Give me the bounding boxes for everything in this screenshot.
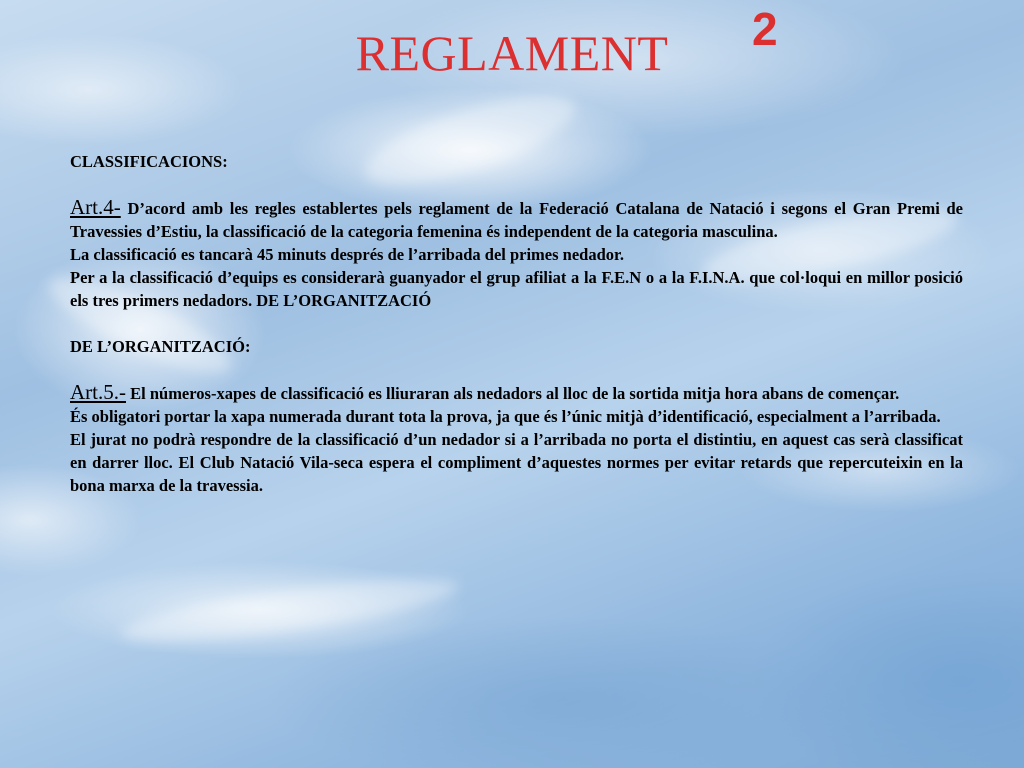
classificacio-closing-paragraph: La classificació es tancarà 45 minuts després de l’arribada del primes nedador.: [70, 245, 624, 264]
slide-title: REGLAMENT: [355, 25, 669, 81]
article-4-paragraph: [70, 196, 963, 243]
foam-streak: [119, 567, 461, 654]
jury-paragraph: El jurat no podrà respondre de la classificació d’un nedador si a l’arribada no porta el distintiu, en aquest cas serà classificat en darrer lloc. El Club Natació Vila-seca espera el compliment d’aquestes normes per evitar retards que repercuteixin en la bona marxa de la travessia.: [70, 430, 963, 495]
article-5-paragraph: [70, 381, 963, 405]
spacer: [70, 173, 963, 196]
section-heading-organitzacio: DE L’ORGANITZACIÓ:: [70, 337, 251, 356]
article-5-text: El números-xapes de classificació es lliuraran als nedadors al lloc de la sortida mitja hora abans de començar.: [126, 384, 900, 403]
article-5-label: Art.5.-: [70, 380, 126, 404]
slide-content: [70, 150, 963, 497]
badge-obligation-paragraph: És obligatori portar la xapa numerada durant tota la prova, ja que és l’únic mitjà d’identificació, especialment a l’arribada.: [70, 407, 941, 426]
spacer: [70, 312, 963, 335]
slide-number: 2: [752, 3, 778, 55]
article-4-label: Art.4-: [70, 195, 121, 219]
article-4-text: D’acord amb les regles establertes pels reglament de la Federació Catalana de Natació i segons el Gran Premi de Travessies d’Estiu, la classificació de la categoria femenina és independent de la categoria masculina.: [70, 199, 963, 241]
team-classification-paragraph: Per a la classificació d’equips es considerarà guanyador el grup afiliat a la F.E.N o a la F.I.N.A. que col·loqui en millor posició els tres primers nedadors. DE L’ORGANITZACIÓ: [70, 268, 963, 310]
section-heading-classificacions: CLASSIFICACIONS:: [70, 152, 228, 171]
spacer: [70, 358, 963, 381]
